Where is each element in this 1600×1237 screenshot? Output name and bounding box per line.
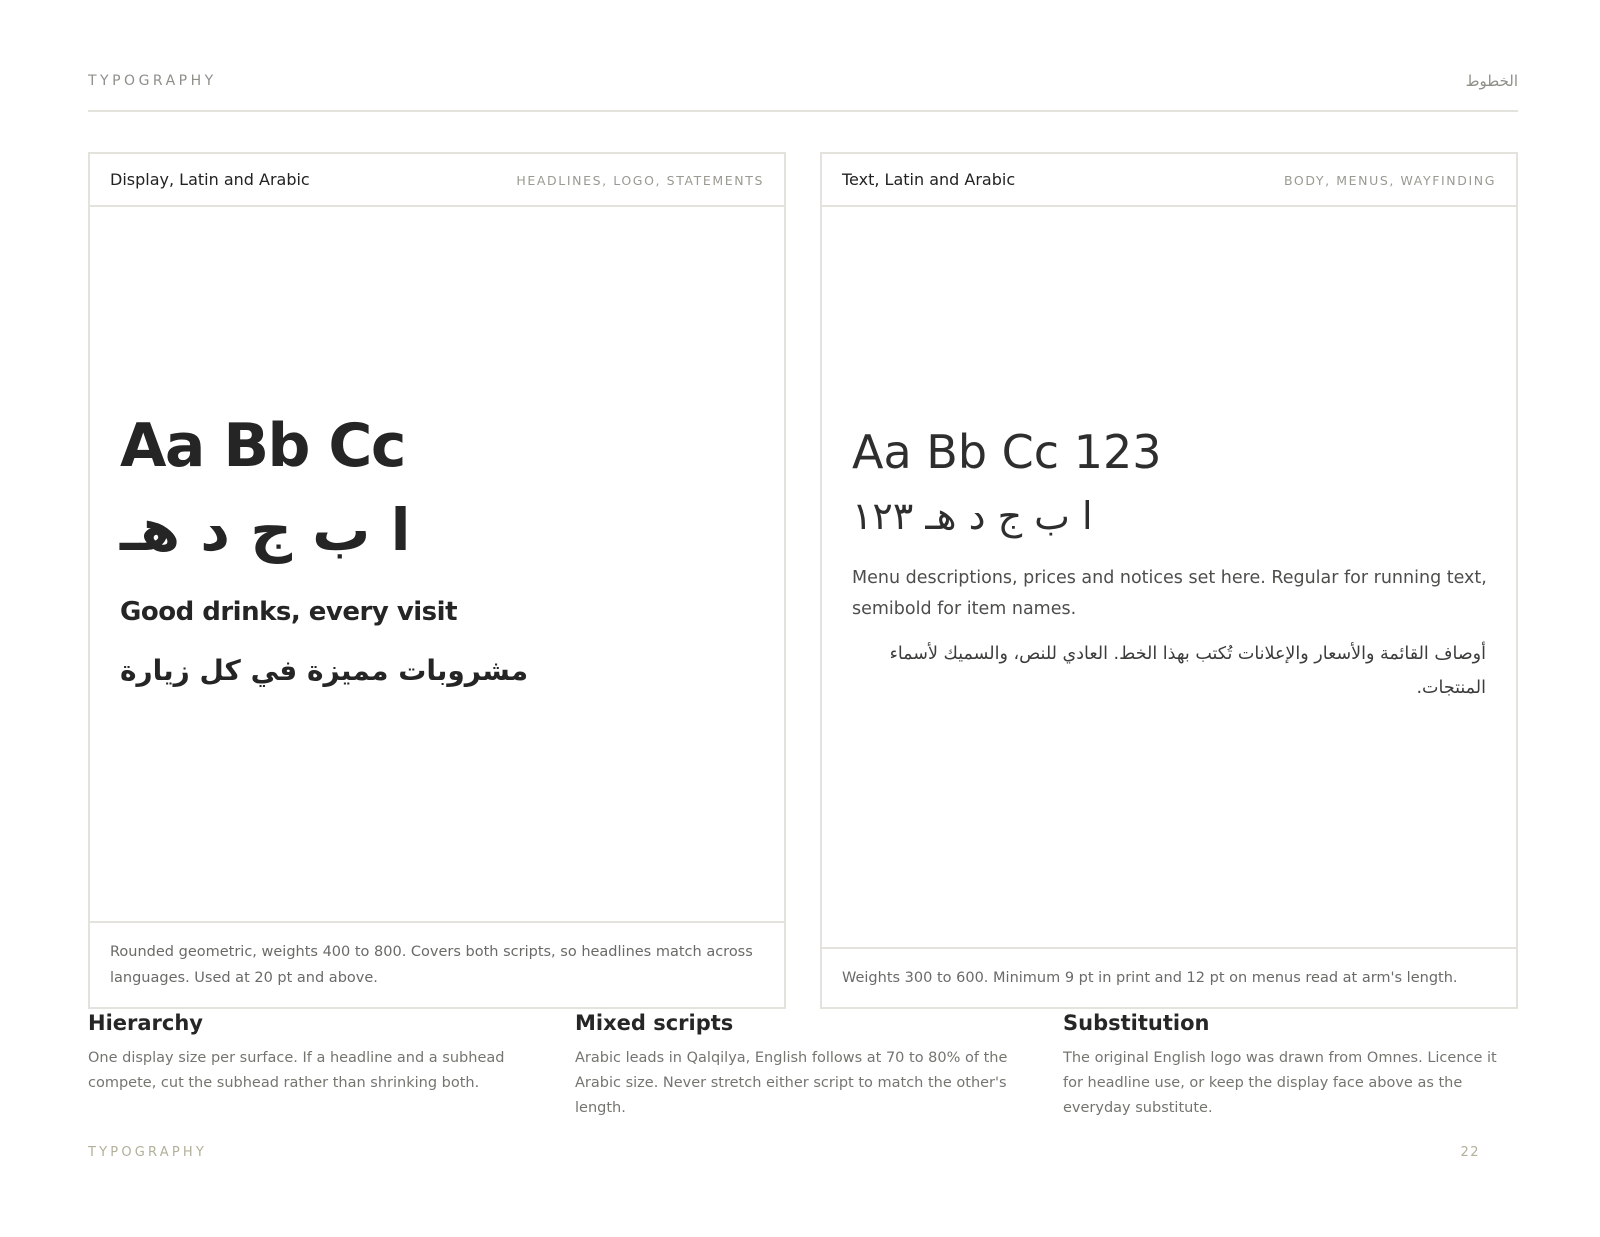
display-sample-tagline-arabic: مشروبات مميزة في كل زيارة	[120, 654, 529, 687]
display-latin-specimen: Aa Bb Cc	[120, 411, 405, 481]
text-arabic-specimen: ا ب ج د هـ ١٢٣	[852, 494, 1093, 538]
display-sample-tagline: Good drinks, every visit	[120, 597, 457, 627]
card-usage-tags: HEADLINES, LOGO, STATEMENTS	[516, 173, 764, 188]
note-substitution	[1063, 1011, 1513, 1121]
page-number: 22	[1460, 1145, 1480, 1160]
note-body: One display size per surface. If a headline and a subhead compete, cut the subhead rather than shrinking both.	[88, 1050, 505, 1091]
note-heading: Mixed scripts	[575, 1011, 734, 1035]
note-heading: Hierarchy	[88, 1011, 203, 1035]
card-title: Text, Latin and Arabic	[842, 170, 1016, 189]
footer-label: TYPOGRAPHY	[88, 1145, 207, 1160]
card-header	[822, 154, 1516, 207]
note-hierarchy	[88, 1011, 538, 1096]
note-mixed-scripts	[575, 1011, 1025, 1121]
card-header	[90, 154, 784, 207]
card-usage-tags: BODY, MENUS, WAYFINDING	[1283, 173, 1496, 188]
text-latin-specimen: Aa Bb Cc 123	[852, 425, 1162, 479]
text-sample-body-arabic: أوصاف القائمة والأسعار والإعلانات تُكتب بهذا الخط. العادي للنص، والسميك لأسماء المنتجات.	[889, 644, 1486, 698]
card-footer	[822, 947, 1516, 1007]
display-typeface-card	[88, 152, 786, 1009]
display-arabic-specimen: ا ب ج د هـ	[120, 496, 411, 564]
text-typeface-card	[820, 152, 1518, 1009]
card-footnote: Weights 300 to 600. Minimum 9 pt in print and 12 pt on menus read at arm's length.	[842, 970, 1458, 986]
page-header	[88, 70, 1518, 112]
note-heading: Substitution	[1063, 1011, 1210, 1035]
card-title: Display, Latin and Arabic	[110, 170, 310, 189]
section-label: TYPOGRAPHY	[88, 73, 217, 89]
card-footer	[90, 921, 784, 1007]
section-label-arabic: الخطوط	[1465, 72, 1518, 90]
text-sample-body: Menu descriptions, prices and notices set here. Regular for running text, semibold for item names.	[852, 568, 1487, 619]
card-footnote: Rounded geometric, weights 400 to 800. Covers both scripts, so headlines match across languages. Used at 20 pt and above.	[110, 944, 753, 986]
note-body: The original English logo was drawn from Omnes. Licence it for headline use, or keep the display face above as the everyday substitute.	[1063, 1050, 1497, 1116]
note-body: Arabic leads in Qalqilya, English follows at 70 to 80% of the Arabic size. Never stretch either script to match the other's length.	[575, 1050, 1008, 1116]
